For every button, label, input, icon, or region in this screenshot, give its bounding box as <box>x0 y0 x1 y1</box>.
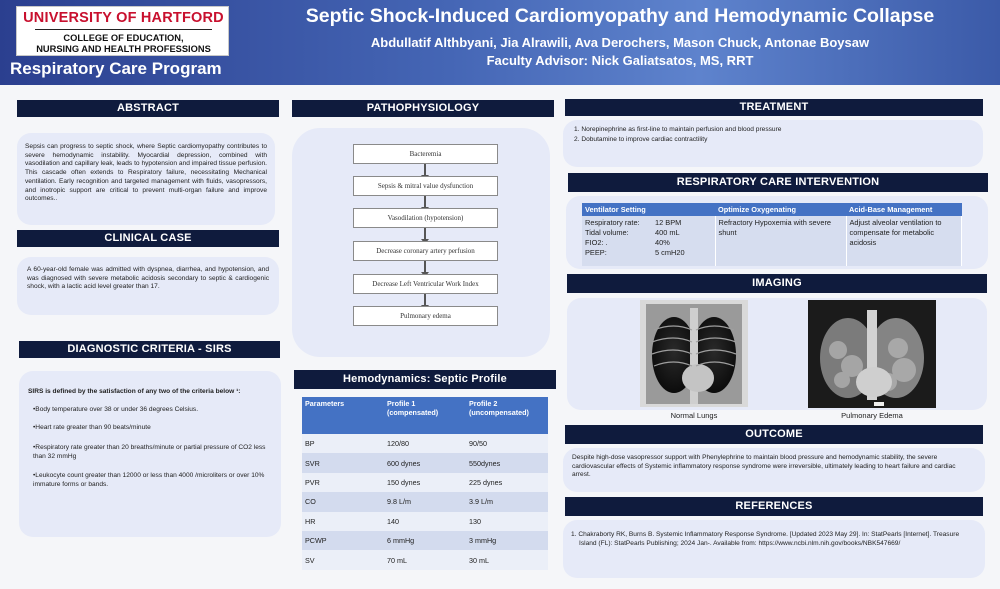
pathophysiology-heading: PATHOPHYSIOLOGY <box>292 100 554 117</box>
treatment-panel <box>563 120 983 167</box>
table-cell: 70 mL <box>384 550 466 569</box>
references-heading: REFERENCES <box>565 497 983 516</box>
abstract-heading: ABSTRACT <box>17 100 279 117</box>
table-cell: 150 dynes <box>384 473 466 492</box>
table-cell: 3.9 L/m <box>466 492 548 511</box>
table-row <box>302 473 548 492</box>
diagnostic-panel <box>19 371 281 537</box>
flow-step-bacteremia: Bacteremia <box>353 144 498 164</box>
logo-college-line1: COLLEGE OF EDUCATION, <box>63 33 184 43</box>
flow-arrow <box>424 196 426 208</box>
flow-arrow <box>424 164 426 176</box>
table-row <box>582 216 962 266</box>
table-cell: SVR <box>302 453 384 472</box>
university-logo <box>16 6 229 56</box>
logo-university-name: UNIVERSITY OF HARTFORD <box>23 10 224 26</box>
flow-step-pulmonary-edema: Pulmonary edema <box>353 306 498 326</box>
table-cell: 90/50 <box>466 434 548 453</box>
flow-step-lv-work-index: Decrease Left Ventricular Work Index <box>353 274 498 294</box>
table-cell: 30 mL <box>466 550 548 569</box>
vent-setting-fio2: FIO2: . 40% <box>585 238 670 247</box>
pulmonary-edema-xray <box>808 300 936 408</box>
table-cell: CO <box>302 492 384 511</box>
hemodynamics-table <box>302 397 548 570</box>
flow-arrow <box>424 294 426 306</box>
reference-item: 1. Chakraborty RK, Burns B. Systemic Inflammatory Response Syndrome. [Updated 2023 May 29]. In: StatPearls [Internet]. Treasure Island (FL): StatPearls Publishing; 2024 Jan-. Available from: https://www.ncbi.nlm.nih.gov/books/NBK547669/ <box>571 531 960 547</box>
table-cell: PVR <box>302 473 384 492</box>
logo-divider <box>35 29 212 30</box>
table-cell: 3 mmHg <box>466 531 548 550</box>
vent-setting-tidal-volume: Tidal volume: 400 mL <box>585 228 680 237</box>
column-header: Parameters <box>302 397 384 434</box>
outcome-text: Despite high-dose vasopressor support with Phenylephrine to maintain blood pressure and hemodynamic stability, the severe cardiovascular effects of Systemic inflammatory response syndrome were irreversible, ultimately leading to heart failure and cardiac arrest. <box>572 454 956 479</box>
references-panel <box>563 520 985 578</box>
table-row <box>302 434 548 453</box>
table-row <box>302 512 548 531</box>
respiratory-heading: RESPIRATORY CARE INTERVENTION <box>568 173 988 192</box>
column-header: Profile 1 (compensated) <box>384 397 466 434</box>
oxygenation-cell: Refractory Hypoxemia with severe shunt <box>715 216 846 266</box>
abstract-text: Sepsis can progress to septic shock, where Septic cardiomyopathy contributes to severe hemodynamic instability. Myocardial depression, combined with vasodilation and capillary leak, leads to hypotension and impaired tissue perfusion. This cascade often extends to Respiratory failure, necessitating Mechanical ventilation. Early recognition and targeted management with fluids, vasopressors, and inotropic support are critical to prevent multi-organ failure and improve outcomes.. <box>25 143 267 203</box>
ventilator-settings-cell <box>582 216 715 266</box>
program-name: Respiratory Care Program <box>10 59 222 78</box>
poster-title: Septic Shock-Induced Cardiomyopathy and Hemodynamic Collapse <box>305 5 935 27</box>
logo-college-line2: NURSING AND HEALTH PROFESSIONS <box>36 44 211 54</box>
author-list: Abdullatif Althbyani, Jia Alrawili, Ava Derochers, Mason Chuck, Antonae Boysaw <box>370 35 870 50</box>
table-cell: BP <box>302 434 384 453</box>
diagnostic-heading: DIAGNOSTIC CRITERIA - SIRS <box>19 341 280 358</box>
vent-setting-peep: PEEP: 5 cmH20 <box>585 248 685 257</box>
normal-lungs-xray <box>640 300 748 407</box>
table-cell: 600 dynes <box>384 453 466 472</box>
imaging-heading: IMAGING <box>567 274 987 293</box>
clinical-case-panel <box>17 257 279 315</box>
table-cell: HR <box>302 512 384 531</box>
caption-pulmonary-edema: Pulmonary Edema <box>841 411 903 420</box>
faculty-advisor: Faculty Advisor: Nick Galiatsatos, MS, RRT <box>486 53 754 68</box>
flow-arrow <box>424 261 426 273</box>
flow-step-sepsis: Sepsis & mitral value dysfunction <box>353 176 498 196</box>
column-header: Optimize Oxygenating <box>715 203 846 216</box>
table-cell: 225 dynes <box>466 473 548 492</box>
abstract-panel <box>17 133 275 225</box>
criterion-heart-rate: •Heart rate greater than 90 beats/minute <box>33 424 151 431</box>
treatment-item-dobutamine: 2. Dobutamine to improve cardiac contractility <box>574 136 708 143</box>
treatment-heading: TREATMENT <box>565 99 983 116</box>
column-header: Acid-Base Management <box>846 203 962 216</box>
clinical-case-heading: CLINICAL CASE <box>17 230 279 247</box>
table-cell: 130 <box>466 512 548 531</box>
vent-setting-rate: Respiratory rate: 12 BPM <box>585 218 682 227</box>
criterion-temperature: •Body temperature over 38 or under 36 degrees Celsius. <box>33 406 199 413</box>
table-cell: 550dynes <box>466 453 548 472</box>
table-row <box>302 531 548 550</box>
treatment-item-norepinephrine: 1. Norepinephrine as first-line to maintain perfusion and blood pressure <box>574 126 782 133</box>
flow-step-coronary-perfusion: Decrease coronary artery perfusion <box>353 241 498 261</box>
table-cell: 120/80 <box>384 434 466 453</box>
table-row <box>302 453 548 472</box>
table-cell: 140 <box>384 512 466 531</box>
table-cell: PCWP <box>302 531 384 550</box>
outcome-panel <box>563 448 985 492</box>
caption-normal-lungs: Normal Lungs <box>670 411 718 420</box>
flow-arrow <box>424 228 426 240</box>
criterion-leukocyte: •Leukocyte count greater than 12000 or less than 4000 /microliters or over 10% immature forms or bands. <box>33 472 265 488</box>
table-cell: 9.8 L/m <box>384 492 466 511</box>
table-cell: 6 mmHg <box>384 531 466 550</box>
flow-step-vasodilation: Vasodilation (hypotension) <box>353 208 498 228</box>
column-header: Ventilator Setting <box>582 203 715 216</box>
outcome-heading: OUTCOME <box>565 425 983 444</box>
hemodynamics-heading: Hemodynamics: Septic Profile <box>294 370 556 389</box>
criterion-respiratory-rate: •Respiratory rate greater than 20 breaths/minute or partial pressure of CO2 less than 32 mmHg <box>33 444 266 460</box>
column-header: Profile 2 (uncompensated) <box>466 397 548 434</box>
clinical-case-text: A 60-year-old female was admitted with dyspnea, diarrhea, and hypotension, and was diagnosed with severe metabolic acidosis secondary to septic & cardiogenic shock, with a lactic acid level greater than 17. <box>27 266 269 291</box>
respiratory-table <box>582 203 962 266</box>
table-row <box>302 550 548 569</box>
acid-base-cell: Adjust alveolar ventilation to compensate for metabolic acidosis <box>846 216 962 266</box>
table-cell: SV <box>302 550 384 569</box>
table-row <box>302 492 548 511</box>
sirs-definition: SIRS is defined by the satisfaction of any two of the criteria below ¹: <box>28 388 241 395</box>
